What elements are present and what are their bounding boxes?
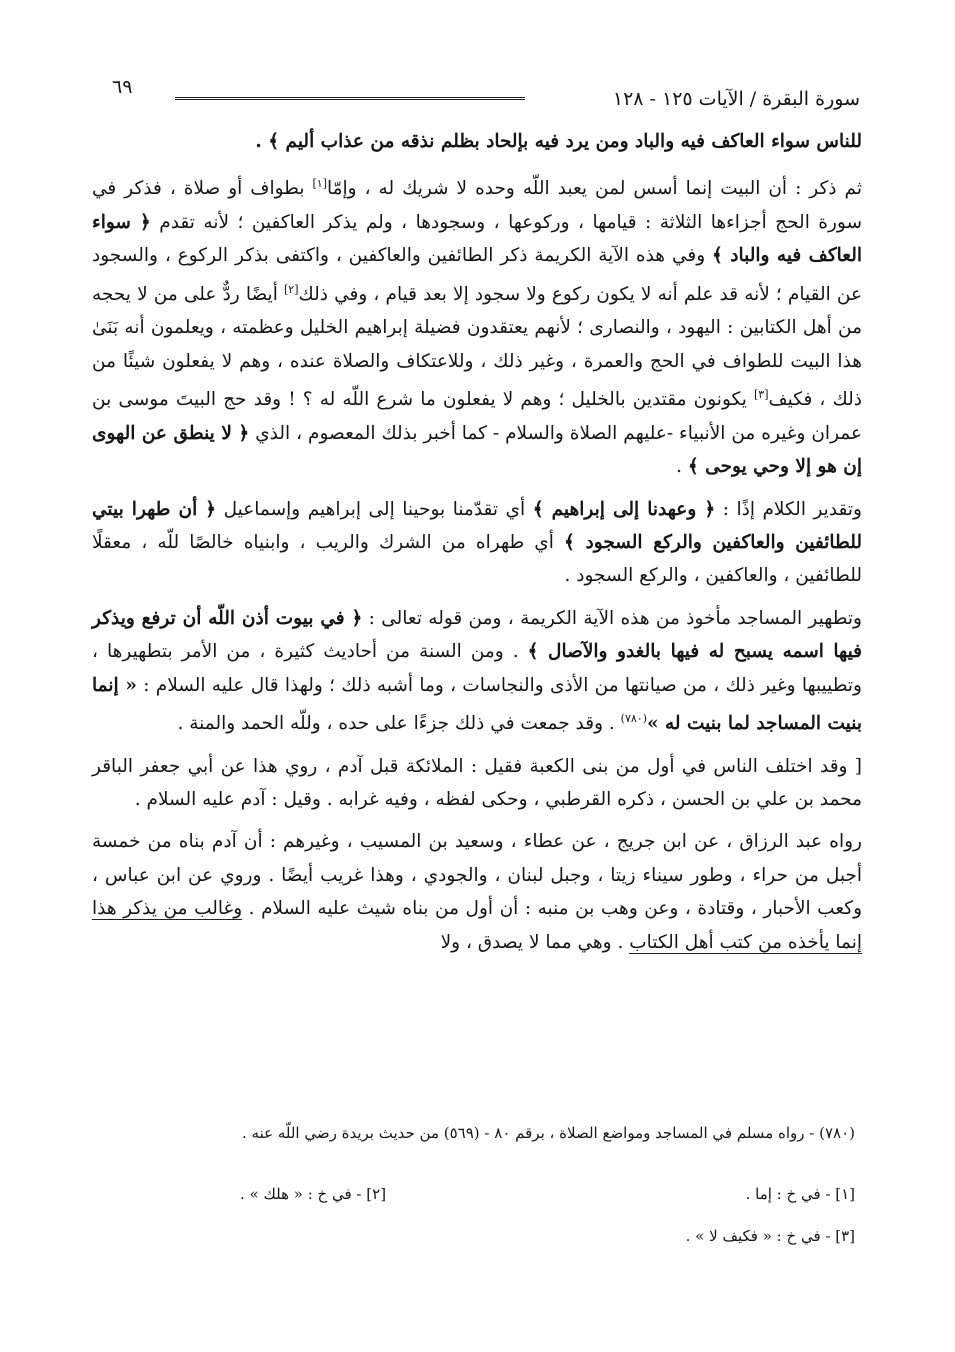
footnote-ref-3: [٣] <box>754 388 769 402</box>
text-span: أيضًا ردٌّ على من لا يحجه من أهل الكتابين : اليهود ، والنصارى ؛ لأنهم يعتقدون فضيلة إبراهيم الخليل وعظمته ، ويعلمون أنه بَنَىٰ هذا البيت للطواف في الحج والعمرة ، وغير ذلك ، وللاعتكاف والصلاة عنده ، وهم لا يفعلون شيئًا من ذلك ، فكيف <box>92 283 862 411</box>
page-number: ٦٩ <box>112 76 133 98</box>
text-span: بطواف أو صلاة ، فذكر في سورة الحج أجزاءها الثلاثة : قيامها ، وركوعها ، وسجودها ، ولم يذكر العاكفين ؛ لأنه تقدم <box>92 178 862 233</box>
footnote-3: [٣] - في خ : « فكيف لا » . <box>685 1227 855 1245</box>
text-span: وفي هذه الآية الكريمة ذكر الطائفين والعاكفين ، واكتفى بذكر الركوع ، والسجود عن القيام ؛ لأنه قد علم أنه لا يكون ركوع ولا سجود إلا بعد قيام ، وفي ذلك <box>92 245 862 305</box>
main-text <box>92 125 862 959</box>
paragraph-verse-continuation <box>92 125 862 158</box>
header-rule <box>175 97 525 100</box>
text-span: . وهي مما لا يصدق ، ولا <box>440 931 630 953</box>
hadith-ref: (٧٨٠) <box>620 711 647 725</box>
paragraph-commentary-5 <box>92 825 862 959</box>
footnote-ref-1: [١] <box>312 177 327 191</box>
text-span: يكونون مقتدين بالخليل ؛ وهم لا يفعلون ما شرع اللّه له ؟ ! وقد حج البيتَ موسى بن عمران وغيره من الأنبياء -عليهم الصلاة والسلام - كما أخبر بذلك المعصوم ، الذي <box>92 389 863 444</box>
text-span: . <box>676 456 688 478</box>
verse-quote: ﴿ سواء العاكف فيه والباد ﴾ <box>92 211 862 267</box>
verse-quote: ﴿ في بيوت أذن اللّه أن ترفع ويذكر فيها اسمه يسبح له فيها بالغدو والآصال ﴾ <box>92 607 863 663</box>
text-span: أي تقدّمنا بوحينا إلى إبراهيم وإسماعيل <box>216 498 533 520</box>
verse-quote: ﴿ لا ينطق عن الهوى إن هو إلا وحي يوحى ﴾ <box>92 422 862 478</box>
text-span: أي طهراه من الشرك والريب ، وابنياه خالصًا للّه ، معقلًا للطائفين ، والعاكفين ، والركع السجود . <box>92 531 862 587</box>
verse-text: للناس سواء العاكف فيه والباد ومن يرد فيه بإلحاد بظلم نذقه من عذاب أليم ﴾ . <box>255 131 862 152</box>
underlined-text: وغالب من يذكر هذا إنما يأخذه من كتب أهل الكتاب <box>92 898 862 953</box>
text-span: رواه عبد الرزاق ، عن ابن جريج ، عن عطاء ، وسعيد بن المسيب ، وغيرهم : أن آدم بناه من خمسة أجبل من حراء ، وطور سيناء زيتا ، وجبل لبنان ، والجودي ، وهذا غريب أيضًا . وروي عن ابن عباس ، وكعب الأحبار ، وقتادة ، وعن وهب بن منبه : أن أول من بناه شيث عليه السلام . <box>92 831 863 920</box>
paragraph-commentary-4 <box>92 750 862 817</box>
paragraph-commentary-1 <box>92 167 862 483</box>
hadith-footnote: (٧٨٠) - رواه مسلم في المساجد ومواضع الصلاة ، برقم ٨٠ - (٥٦٩) من حديث بريدة رضي اللّه عنه . <box>242 1124 855 1142</box>
footnote-2: [٢] - في خ : « هلك » . <box>240 1185 387 1203</box>
text-span: . وقد جمعت في ذلك جزءًا على حده ، وللّه الحمد والمنة . <box>177 713 621 735</box>
paragraph-commentary-2 <box>92 493 862 593</box>
verse-quote: ﴿ أن طهرا بيتي للطائفين والعاكفين والركع السجود ﴾ <box>92 498 862 553</box>
text-span: وتقدير الكلام إذًا : <box>715 498 862 520</box>
footnote-1: [١] - في خ : إما . <box>745 1185 855 1203</box>
text-span: . ومن السنة من أحاديث كثيرة ، من الأمر بتطهيرها ، وتطييبها وغير ذلك ، من صيانتها من الأذى والنجاسات ، وما أشبه ذلك ؛ ولهذا قال عليه السلام : <box>92 641 862 696</box>
text-span: ثم ذكر : أن البيت إنما أسس لمن يعبد اللّه وحده لا شريك له ، وإمّا <box>326 178 862 200</box>
verse-quote: ﴿ وعهدنا إلى إبراهيم ﴾ <box>532 498 716 520</box>
text-span: [ وقد اختلف الناس في أول من بنى الكعبة فقيل : الملائكة قبل آدم ، روي هذا عن أبي جعفر الباقر محمد بن علي بن الحسن ، ذكره القرطبي ، وحكى لفظه ، وفيه غرابه . وقيل : آدم عليه السلام . <box>92 755 862 810</box>
footnote-ref-2: [٢] <box>283 282 299 296</box>
hadith-quote: « إنما بنيت المساجد لما بنيت له » <box>92 674 862 735</box>
running-header-title: سورة البقرة / الآيات ١٢٥ - ١٢٨ <box>612 88 860 110</box>
paragraph-commentary-3 <box>92 602 862 741</box>
text-span: وتطهير المساجد مأخوذ من هذه الآية الكريمة ، ومن قوله تعالى : <box>362 607 862 629</box>
